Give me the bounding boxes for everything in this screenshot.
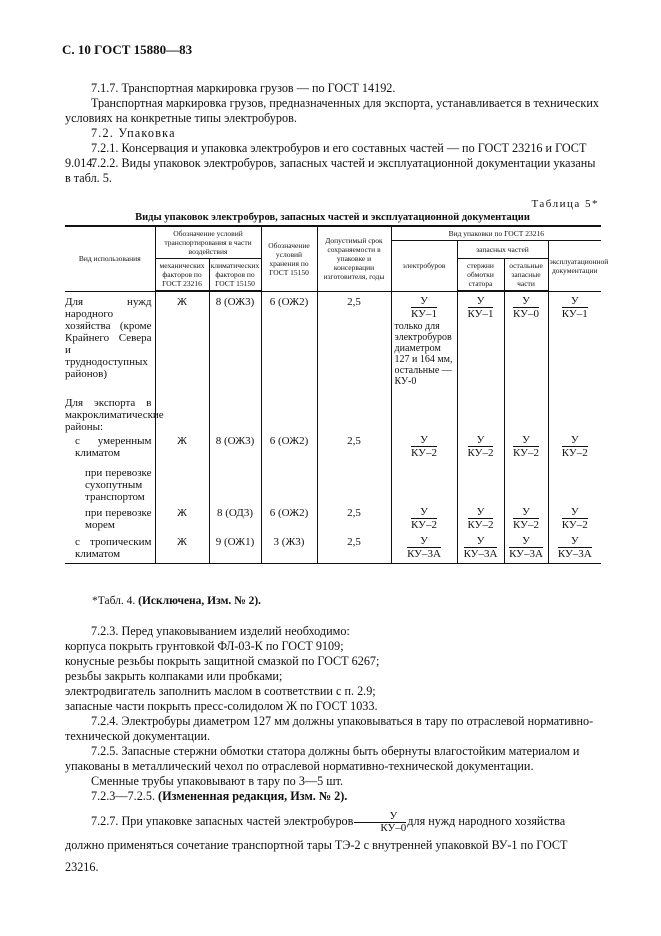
cell-term: 2,5 — [317, 291, 391, 397]
table-row — [65, 507, 601, 536]
table-caption: Таблица 5* — [531, 198, 599, 210]
header-spares: запасных частей — [457, 241, 548, 259]
para-7-2-heading: 7.2. Упаковка — [91, 126, 176, 140]
pack-fraction: $\frac{У}{КУ-2}$ — [561, 433, 588, 459]
para-7-2-2: 7.2.2. Виды упаковок электробуров, запасных частей и эксплуатационной документации указаны в табл. 5. — [65, 156, 596, 185]
cell-rods — [457, 507, 504, 536]
table-row — [65, 435, 601, 467]
cell-mech: Ж — [155, 507, 209, 536]
pack-fraction: $\frac{У}{КУ-1}$ — [467, 295, 494, 320]
header-storage: Обозначение условий хранения по ГОСТ 15150 — [261, 226, 317, 291]
list-item: запасные части покрыть пресс-солидолом Ж по ГОСТ 1033. — [65, 699, 378, 713]
list-item: конусные резьбы покрыть защитной смазкой по ГОСТ 6267; — [65, 654, 380, 668]
cell-term: 2,5 — [317, 435, 391, 467]
drill-note: только для электробуров диаметром 127 и 164 мм, остальные — КУ-0 — [394, 320, 453, 387]
pack-fraction: $\frac{У}{КУ-2}$ — [513, 505, 539, 531]
cell-docs — [548, 536, 601, 564]
cell-docs — [548, 435, 601, 467]
header-docs: эксплуатационной документации — [548, 241, 601, 292]
para-7-1-7: 7.1.7. Транспортная маркировка грузов — по ГОСТ 14192. — [91, 81, 396, 95]
header-rods: стержни обмотки статора — [457, 259, 504, 292]
cell-rods — [457, 435, 504, 467]
pack-fraction: $\frac{У}{КУ-3А}$ — [463, 534, 498, 560]
header-transport: Обозначение условий транспортирования в части воздействия — [155, 226, 261, 259]
cell-term: 2,5 — [317, 507, 391, 536]
cell-use: Для нужд народного хозяйства (кроме Крайнего Севера и труднодоступных районов) — [65, 291, 155, 397]
list-item: резьбы закрыть колпаками или пробками; — [65, 669, 283, 683]
cell-storage: 6 (ОЖ2) — [261, 291, 317, 397]
para-7-2-1: 7.2.1. Консервация и упаковка электробуров и его составных частей — по ГОСТ 23216 и ГОСТ 9.014. — [65, 141, 587, 170]
pack-fraction: $\frac{У}{КУ-2}$ — [411, 505, 437, 531]
cell-docs — [548, 291, 601, 397]
pack-fraction: $\frac{У}{КУ-2}$ — [561, 505, 588, 531]
cell-other — [504, 291, 548, 397]
table-row — [65, 291, 601, 397]
cell-other — [504, 435, 548, 467]
para-7-2-3: 7.2.3. Перед упаковыванием изделий необходимо: — [91, 624, 350, 638]
cell-drill — [391, 435, 457, 467]
cell-storage: 6 (ОЖ2) — [261, 507, 317, 536]
table-footnote: *Табл. 4. (Исключена, Изм. № 2). — [92, 595, 262, 607]
cell-drill — [391, 536, 457, 564]
cell-climate: 9 (ОЖ1) — [209, 536, 261, 564]
para-7-2-4: 7.2.4. Электробуры диаметром 127 мм должны упаковываться в тару по отраслевой нормативно-технической документации. — [65, 714, 594, 743]
para-7-2-5: 7.2.5. Запасные стержни обмотки статора должны быть обернуты влагостойким материалом и упакованы в металлический чехол по отраслевой нормативно-технической документации. — [65, 744, 580, 773]
table-row — [65, 467, 601, 507]
cell-climate: 8 (ОЖ3) — [209, 435, 261, 467]
list-item: электродвигатель заполнить маслом в соответствии с п. 2.9; — [65, 684, 376, 698]
cell-mech: Ж — [155, 435, 209, 467]
pack-fraction: $\frac{У}{КУ-3А}$ — [509, 534, 543, 560]
cell-mech: Ж — [155, 291, 209, 397]
list-item: корпуса покрыть грунтовкой ФЛ-03-К по ГОСТ 9109; — [65, 639, 344, 653]
pack-fraction: $\frac{У}{КУ-2}$ — [513, 433, 539, 459]
cell-drill — [391, 507, 457, 536]
header-drills: электробуров — [391, 241, 457, 292]
cell-other — [504, 536, 548, 564]
cell-use: при перевозке морем — [65, 507, 155, 536]
cell-climate: 8 (ОД3) — [209, 507, 261, 536]
para-7-1-7-export: Транспортная маркировка грузов, предназначенных для экспорта, устанавливается в технических условиях на конкретные типы электробуров. — [65, 96, 599, 125]
pack-fraction: У КУ–0 — [354, 811, 406, 834]
pack-fraction: $\frac{У}{КУ-3А}$ — [557, 534, 592, 560]
cell-term: 2,5 — [317, 536, 391, 564]
cell-rods — [457, 291, 504, 397]
cell-use: с тропическим климатом — [65, 536, 155, 564]
pack-fraction: $\frac{У}{КУ-2}$ — [467, 505, 494, 531]
para-7-2-7: 7.2.7. При упаковке запасных частей электробуров У КУ–0 для нужд народного хозяйства должно применяться сочетание транспортной тары ТЭ-2 с внутренней упаковкой ВУ-1 по ГОСТ 23216. — [65, 809, 568, 874]
header-other: остальные запасные части — [504, 259, 548, 292]
pack-fraction: $\frac{У}{КУ-1}$ — [561, 294, 588, 320]
pack-fraction: $\frac{У}{КУ-0}$ — [513, 295, 539, 320]
table-row — [65, 536, 601, 564]
packaging-table — [65, 225, 609, 564]
cell-use: Для экспорта в макроклиматические районы: — [65, 396, 164, 433]
table-title: Виды упаковок электробуров, запасных частей и эксплуатационной документации — [135, 212, 530, 223]
para-7-2-3-7-2-5-amend: 7.2.3—7.2.5. (Измененная редакция, Изм. № 2). — [91, 789, 348, 803]
cell-storage: 6 (ОЖ2) — [261, 435, 317, 467]
header-use: Вид использования — [65, 226, 155, 291]
cell-use: при перевозке сухопутным транспортом — [65, 467, 155, 507]
pack-fraction: $\frac{У}{КУ-2}$ — [467, 433, 494, 459]
para-7-2-5-tubes: Сменные трубы упаковывают в тару по 3—5 шт. — [91, 774, 344, 788]
header-packtype: Вид упаковки по ГОСТ 23216 — [391, 226, 601, 241]
header-mech: механических факторов по ГОСТ 23216 — [155, 259, 209, 292]
cell-rods — [457, 536, 504, 564]
cell-use: с умеренным климатом — [65, 435, 155, 467]
table-row — [65, 397, 601, 435]
pack-fraction: $\frac{У}{КУ-3А}$ — [407, 534, 441, 560]
cell-docs — [548, 507, 601, 536]
pack-fraction: $\frac{У}{КУ-1}$ — [411, 294, 437, 320]
cell-other — [504, 507, 548, 536]
page-header: С. 10 ГОСТ 15880—83 — [62, 42, 193, 57]
cell-storage: 3 (Ж3) — [261, 536, 317, 564]
header-climate: климатических факторов по ГОСТ 15150 — [209, 259, 261, 292]
cell-mech: Ж — [155, 536, 209, 564]
header-term: Допустимый срок сохраняемости в упаковке и консервации изготовителя, годы — [317, 226, 391, 291]
pack-fraction: $\frac{У}{КУ-2}$ — [411, 433, 437, 459]
cell-climate: 8 (ОЖ3) — [209, 291, 261, 397]
cell-drill — [391, 291, 457, 397]
